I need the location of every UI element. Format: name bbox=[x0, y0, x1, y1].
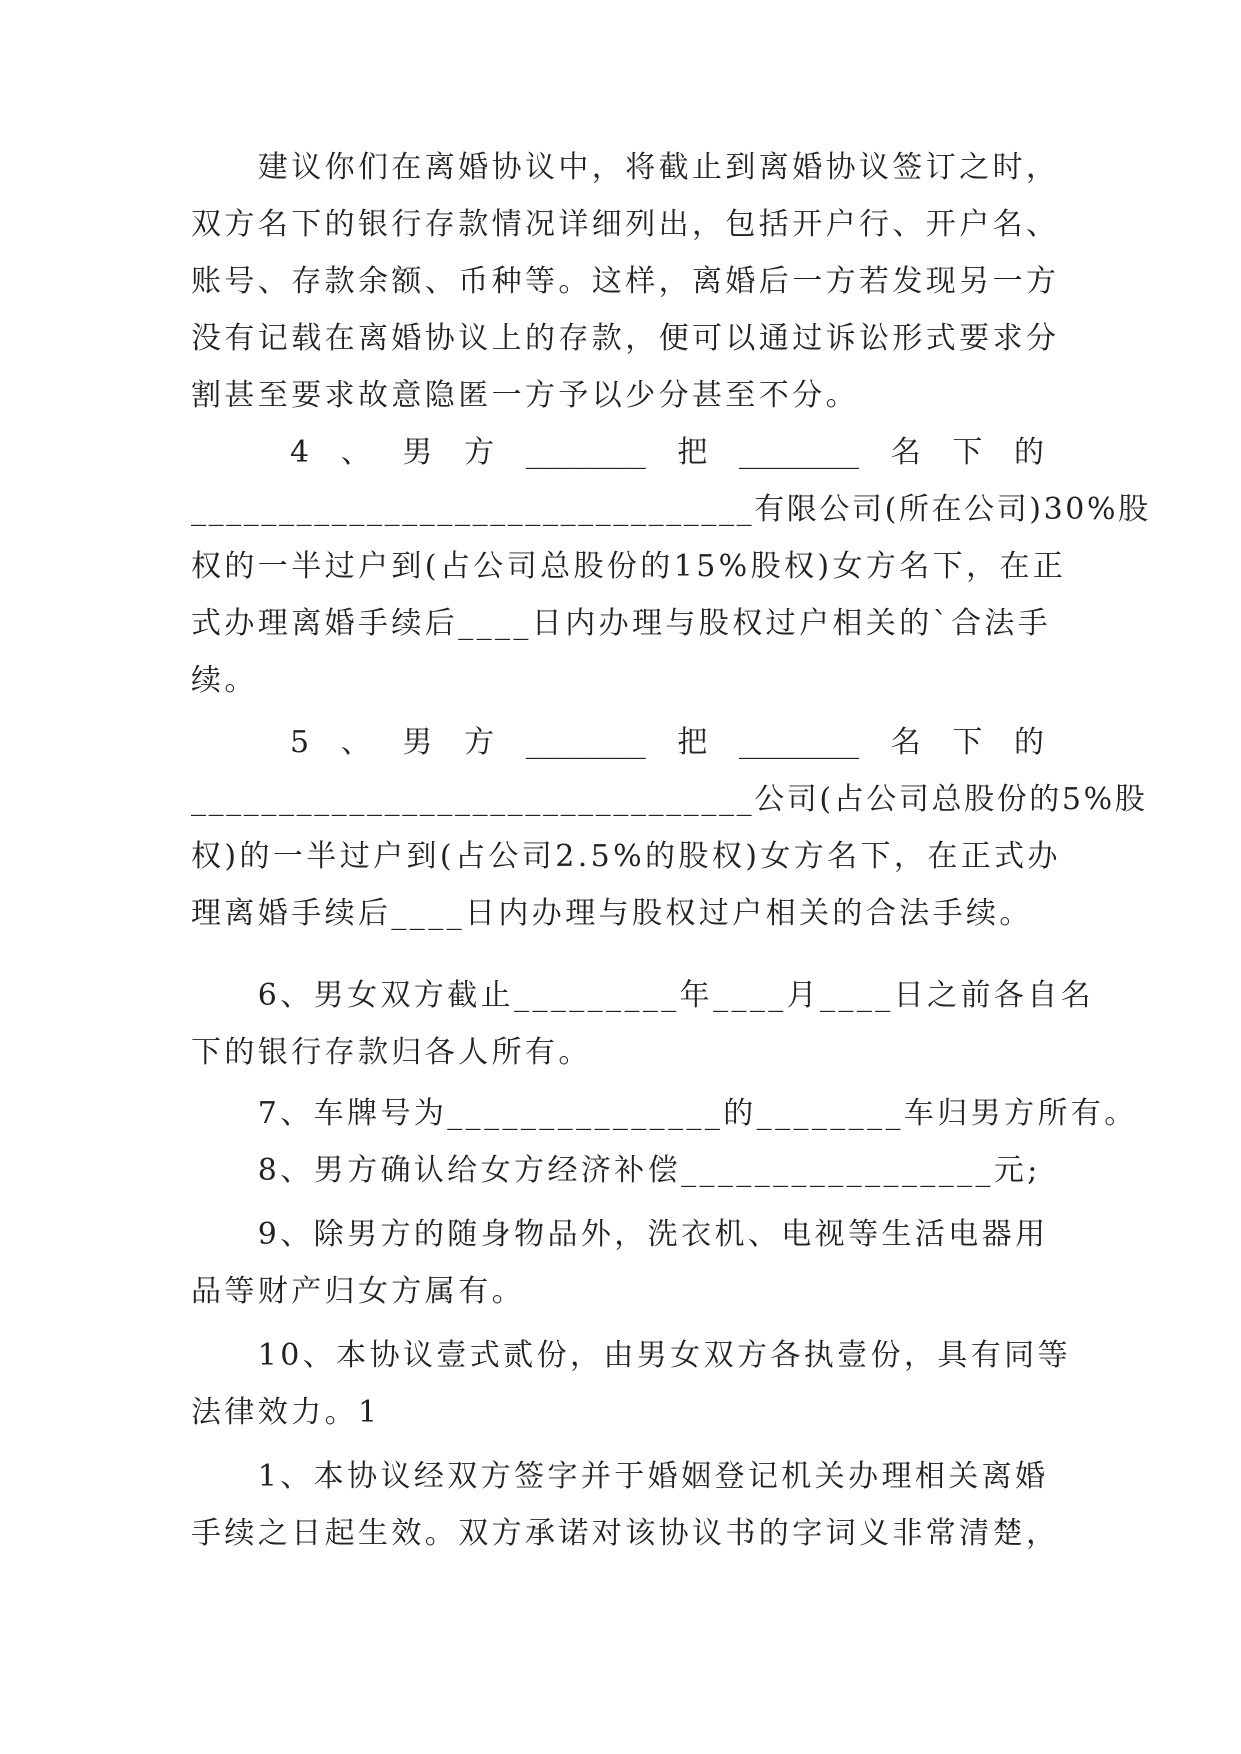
clause-token: 的 bbox=[1014, 435, 1044, 470]
paragraph-line: 7、车牌号为_______________的________车归男方所有。 bbox=[191, 1096, 1138, 1131]
clause-token: 方 bbox=[464, 435, 495, 470]
paragraph-line: 1、本协议经双方签字并于婚姻登记机关办理相关离婚 bbox=[191, 1459, 1049, 1494]
paragraph-line: 法律效力。1 bbox=[191, 1395, 381, 1430]
blank-field: ________ bbox=[525, 725, 646, 760]
clause-token: 4 bbox=[290, 435, 310, 470]
paragraph-line: 续。 bbox=[191, 663, 258, 698]
clause-token: 、 bbox=[340, 725, 371, 760]
clause-5-heading bbox=[290, 714, 1044, 772]
clause-token: 5 bbox=[290, 725, 310, 760]
paragraph-line: 手续之日起生效。双方承诺对该协议书的字词义非常清楚， bbox=[191, 1516, 1060, 1551]
clause-token: 的 bbox=[1014, 725, 1044, 760]
paragraph-line: 账号、存款余额、币种等。这样，离婚后一方若发现另一方 bbox=[191, 264, 1060, 299]
paragraph-line: 权的一半过户到(占公司总股份的15%股权)女方名下，在正 bbox=[191, 549, 1067, 584]
clause-token: 名 bbox=[890, 725, 921, 760]
clause-token: 名 bbox=[890, 435, 921, 470]
paragraph-line: 式办理离婚手续后____日内办理与股权过户相关的`合法手 bbox=[191, 606, 1052, 641]
paragraph-line: 理离婚手续后____日内办理与股权过户相关的合法手续。 bbox=[191, 896, 1033, 931]
paragraph-line: 建议你们在离婚协议中，将截止到离婚协议签订之时， bbox=[191, 150, 1060, 185]
clause-token: 下 bbox=[952, 725, 983, 760]
clause-token: 把 bbox=[677, 435, 708, 470]
paragraph-line: 8、男方确认给女方经济补偿_________________元; bbox=[191, 1153, 1041, 1188]
clause-token: 方 bbox=[464, 725, 495, 760]
clause-token: 男 bbox=[402, 435, 433, 470]
paragraph-line: 割甚至要求故意隐匿一方予以少分甚至不分。 bbox=[191, 378, 859, 413]
paragraph-line: 品等财产归女方属有。 bbox=[191, 1274, 525, 1309]
clause-token: 、 bbox=[340, 435, 371, 470]
paragraph-line: 10、本协议壹式贰份，由男女双方各执壹份，具有同等 bbox=[191, 1338, 1071, 1373]
clause-token: 下 bbox=[952, 435, 983, 470]
paragraph-line: 6、男女双方截止_________年____月____日之前各自名 bbox=[191, 978, 1095, 1013]
paragraph-line: ________________________________有限公司(所在公司)30%股 bbox=[191, 492, 1151, 527]
paragraph-line: 没有记载在离婚协议上的存款，便可以通过诉讼形式要求分 bbox=[191, 321, 1060, 356]
paragraph-line: 下的银行存款归各人所有。 bbox=[191, 1035, 592, 1070]
paragraph-line: 权)的一半过户到(占公司2.5%的股权)女方名下，在正式办 bbox=[191, 839, 1061, 874]
clause-token: 男 bbox=[402, 725, 433, 760]
paragraph-line: 双方名下的银行存款情况详细列出，包括开户行、开户名、 bbox=[191, 207, 1060, 242]
paragraph-line: 9、除男方的随身物品外，洗衣机、电视等生活电器用 bbox=[191, 1217, 1049, 1252]
blank-field: ________ bbox=[739, 435, 860, 470]
blank-field: ________ bbox=[525, 435, 646, 470]
clause-4-heading bbox=[290, 424, 1044, 482]
blank-field: ________ bbox=[739, 725, 860, 760]
clause-token: 把 bbox=[677, 725, 708, 760]
paragraph-line: ________________________________公司(占公司总股份的5%股 bbox=[191, 782, 1148, 817]
